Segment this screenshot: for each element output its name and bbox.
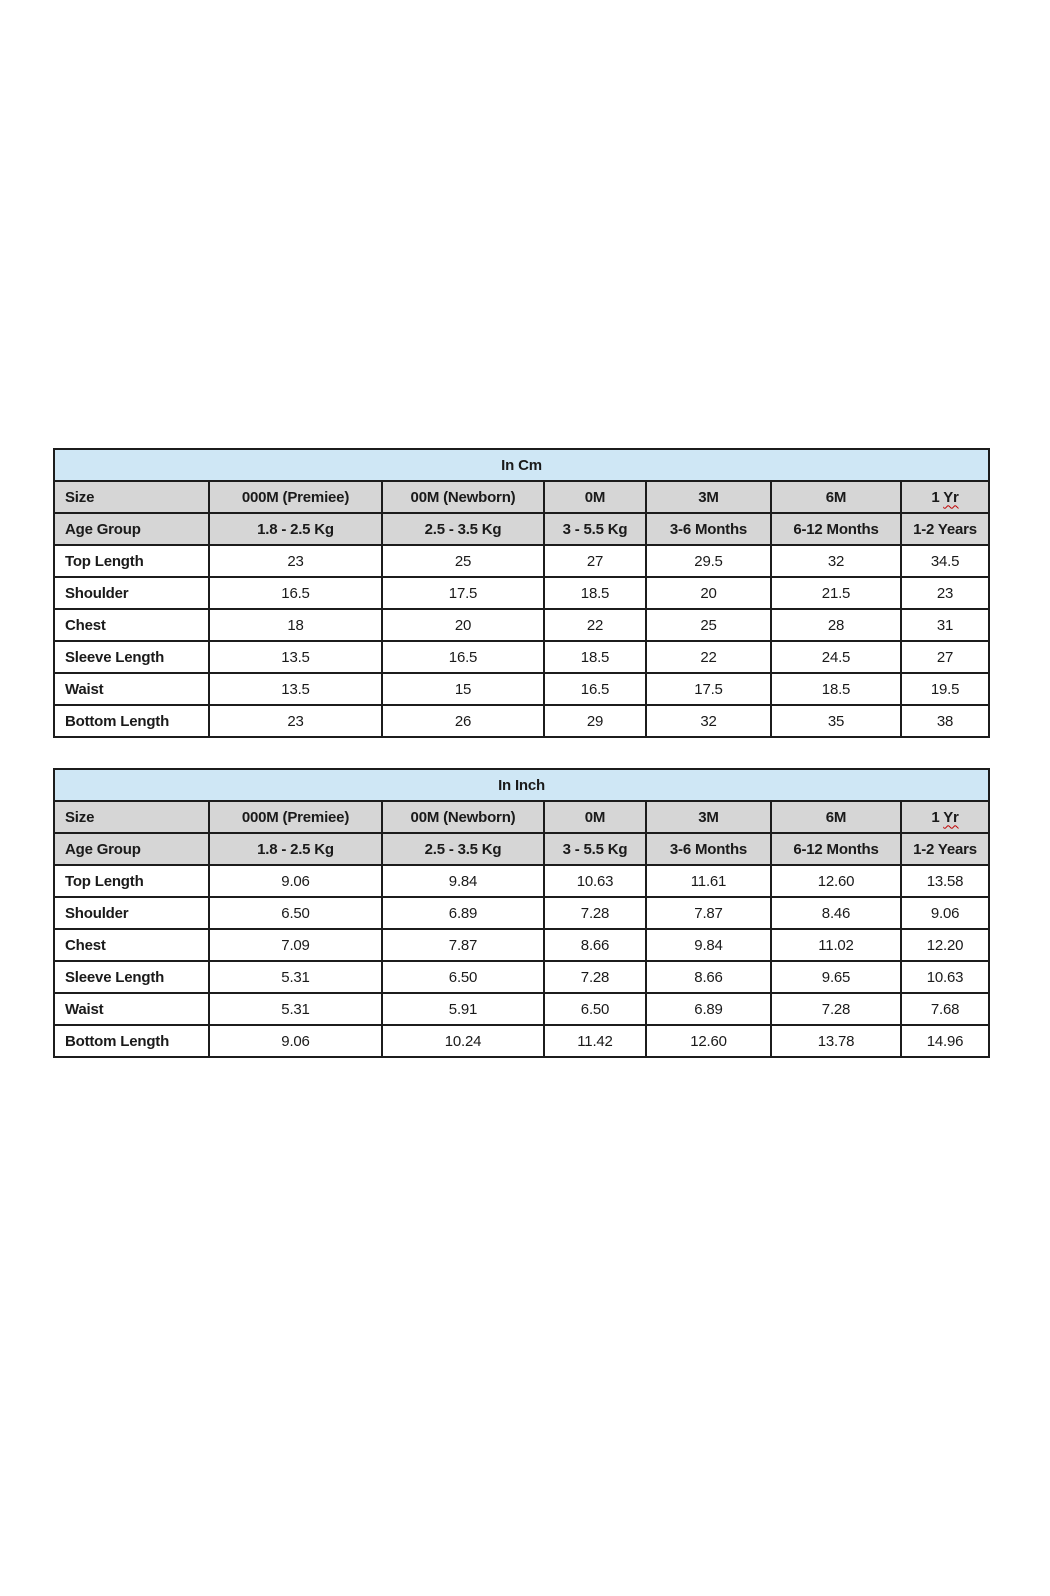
- value-cell: 7.28: [771, 993, 901, 1025]
- value-cell: 8.66: [544, 929, 646, 961]
- value-cell: 34.5: [901, 545, 989, 577]
- inch-age-header-row: [54, 833, 989, 865]
- cm-col-header-3m: 3M: [646, 481, 771, 513]
- value-cell: 19.5: [901, 673, 989, 705]
- value-cell: 10.24: [382, 1025, 544, 1057]
- value-cell: 9.65: [771, 961, 901, 993]
- inch-age-header-label: Age Group: [54, 833, 209, 865]
- inch-col-header-0m: 0M: [544, 801, 646, 833]
- value-cell: 22: [646, 641, 771, 673]
- inch-row-label-shoulder: Shoulder: [54, 897, 209, 929]
- cm-col-header-1yr: 1 Yr: [901, 481, 989, 513]
- cm-age-1yr: 1-2 Years: [901, 513, 989, 545]
- value-cell: 13.5: [209, 641, 382, 673]
- value-cell: 16.5: [209, 577, 382, 609]
- inch-table-title: In Inch: [54, 769, 989, 801]
- value-cell: 10.63: [901, 961, 989, 993]
- cm-row-label-top-length: Top Length: [54, 545, 209, 577]
- table-row: [54, 545, 989, 577]
- value-cell: 23: [209, 705, 382, 737]
- table-row: [54, 897, 989, 929]
- value-cell: 24.5: [771, 641, 901, 673]
- value-cell: 12.60: [771, 865, 901, 897]
- inch-age-premiee: 1.8 - 2.5 Kg: [209, 833, 382, 865]
- cm-size-header-row: [54, 481, 989, 513]
- inch-col-header-3m: 3M: [646, 801, 771, 833]
- inch-size-header-row: [54, 801, 989, 833]
- inch-age-0m: 3 - 5.5 Kg: [544, 833, 646, 865]
- value-cell: 14.96: [901, 1025, 989, 1057]
- value-cell: 6.50: [382, 961, 544, 993]
- value-cell: 8.66: [646, 961, 771, 993]
- value-cell: 27: [544, 545, 646, 577]
- inch-row-label-chest: Chest: [54, 929, 209, 961]
- cm-age-3m: 3-6 Months: [646, 513, 771, 545]
- value-cell: 15: [382, 673, 544, 705]
- value-cell: 32: [646, 705, 771, 737]
- value-cell: 12.20: [901, 929, 989, 961]
- value-cell: 11.61: [646, 865, 771, 897]
- cm-col-header-0m: 0M: [544, 481, 646, 513]
- inch-age-6m: 6-12 Months: [771, 833, 901, 865]
- inch-row-label-bottom-length: Bottom Length: [54, 1025, 209, 1057]
- table-row: [54, 865, 989, 897]
- value-cell: 21.5: [771, 577, 901, 609]
- value-cell: 9.06: [901, 897, 989, 929]
- value-cell: 38: [901, 705, 989, 737]
- table-row: [54, 641, 989, 673]
- inch-age-3m: 3-6 Months: [646, 833, 771, 865]
- value-cell: 10.63: [544, 865, 646, 897]
- value-cell: 25: [382, 545, 544, 577]
- value-cell: 23: [901, 577, 989, 609]
- value-cell: 7.68: [901, 993, 989, 1025]
- cm-size-header-label: Size: [54, 481, 209, 513]
- inch-caption-row: [54, 769, 989, 801]
- value-cell: 12.60: [646, 1025, 771, 1057]
- value-cell: 17.5: [646, 673, 771, 705]
- cm-age-6m: 6-12 Months: [771, 513, 901, 545]
- table-row: [54, 961, 989, 993]
- value-cell: 13.78: [771, 1025, 901, 1057]
- value-cell: 22: [544, 609, 646, 641]
- value-cell: 5.31: [209, 961, 382, 993]
- inch-col-header-1yr: 1 Yr: [901, 801, 989, 833]
- value-cell: 5.91: [382, 993, 544, 1025]
- value-cell: 31: [901, 609, 989, 641]
- value-cell: 11.42: [544, 1025, 646, 1057]
- value-cell: 18.5: [771, 673, 901, 705]
- value-cell: 27: [901, 641, 989, 673]
- value-cell: 9.84: [382, 865, 544, 897]
- value-cell: 6.89: [382, 897, 544, 929]
- inch-age-1yr: 1-2 Years: [901, 833, 989, 865]
- cm-row-label-sleeve-length: Sleeve Length: [54, 641, 209, 673]
- cm-row-label-chest: Chest: [54, 609, 209, 641]
- cm-age-0m: 3 - 5.5 Kg: [544, 513, 646, 545]
- value-cell: 7.28: [544, 897, 646, 929]
- value-cell: 16.5: [544, 673, 646, 705]
- value-cell: 29: [544, 705, 646, 737]
- inch-col-header-newborn: 00M (Newborn): [382, 801, 544, 833]
- table-row: [54, 993, 989, 1025]
- value-cell: 20: [382, 609, 544, 641]
- value-cell: 28: [771, 609, 901, 641]
- inch-age-newborn: 2.5 - 3.5 Kg: [382, 833, 544, 865]
- table-row: [54, 705, 989, 737]
- value-cell: 25: [646, 609, 771, 641]
- value-cell: 6.50: [544, 993, 646, 1025]
- table-row: [54, 577, 989, 609]
- value-cell: 26: [382, 705, 544, 737]
- inch-col-header-premiee: 000M (Premiee): [209, 801, 382, 833]
- inch-row-label-waist: Waist: [54, 993, 209, 1025]
- table-row: [54, 929, 989, 961]
- cm-col-header-premiee: 000M (Premiee): [209, 481, 382, 513]
- cm-age-header-label: Age Group: [54, 513, 209, 545]
- tables-container: [53, 448, 990, 1058]
- value-cell: 13.5: [209, 673, 382, 705]
- value-cell: 32: [771, 545, 901, 577]
- value-cell: 8.46: [771, 897, 901, 929]
- value-cell: 7.28: [544, 961, 646, 993]
- value-cell: 11.02: [771, 929, 901, 961]
- value-cell: 9.06: [209, 865, 382, 897]
- value-cell: 6.89: [646, 993, 771, 1025]
- value-cell: 9.84: [646, 929, 771, 961]
- cm-row-label-waist: Waist: [54, 673, 209, 705]
- spellcheck-flagged-word: Yr: [943, 808, 959, 826]
- cm-table-title: In Cm: [54, 449, 989, 481]
- inch-size-header-label: Size: [54, 801, 209, 833]
- cm-caption-row: [54, 449, 989, 481]
- value-cell: 5.31: [209, 993, 382, 1025]
- value-cell: 18.5: [544, 641, 646, 673]
- spellcheck-flagged-word: Yr: [943, 488, 959, 506]
- value-cell: 9.06: [209, 1025, 382, 1057]
- table-row: [54, 673, 989, 705]
- cm-row-label-bottom-length: Bottom Length: [54, 705, 209, 737]
- table-row: [54, 609, 989, 641]
- inch-col-header-6m: 6M: [771, 801, 901, 833]
- inch-size-table: [53, 768, 990, 1058]
- value-cell: 7.87: [646, 897, 771, 929]
- value-cell: 17.5: [382, 577, 544, 609]
- table-row: [54, 1025, 989, 1057]
- value-cell: 20: [646, 577, 771, 609]
- value-cell: 35: [771, 705, 901, 737]
- value-cell: 18.5: [544, 577, 646, 609]
- value-cell: 29.5: [646, 545, 771, 577]
- cm-age-newborn: 2.5 - 3.5 Kg: [382, 513, 544, 545]
- cm-col-header-newborn: 00M (Newborn): [382, 481, 544, 513]
- cm-row-label-shoulder: Shoulder: [54, 577, 209, 609]
- cm-col-header-6m: 6M: [771, 481, 901, 513]
- value-cell: 18: [209, 609, 382, 641]
- inch-row-label-sleeve-length: Sleeve Length: [54, 961, 209, 993]
- value-cell: 6.50: [209, 897, 382, 929]
- cm-age-header-row: [54, 513, 989, 545]
- inch-row-label-top-length: Top Length: [54, 865, 209, 897]
- value-cell: 23: [209, 545, 382, 577]
- cm-age-premiee: 1.8 - 2.5 Kg: [209, 513, 382, 545]
- cm-size-table: [53, 448, 990, 738]
- value-cell: 7.09: [209, 929, 382, 961]
- value-cell: 7.87: [382, 929, 544, 961]
- value-cell: 13.58: [901, 865, 989, 897]
- value-cell: 16.5: [382, 641, 544, 673]
